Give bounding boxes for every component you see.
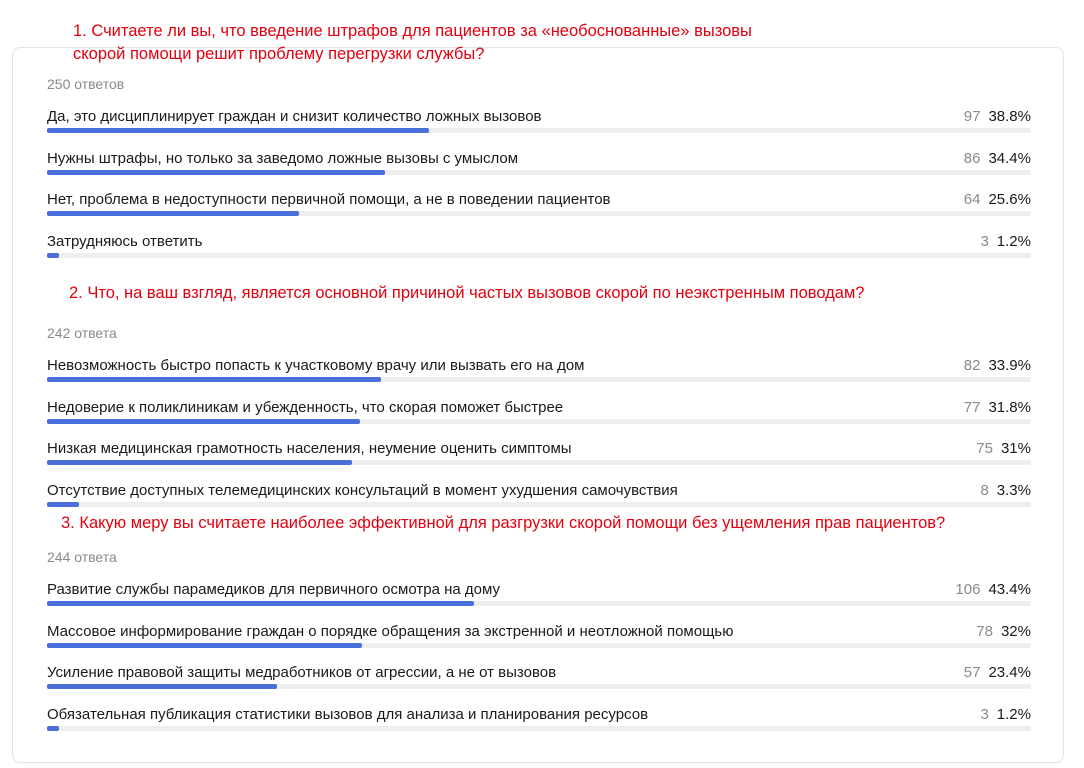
answer-percent: 23.4% [988, 664, 1031, 682]
answer-count: 8 [980, 481, 989, 499]
answer-stats [964, 108, 1031, 125]
answer-bar [47, 601, 474, 606]
answer-bar [47, 643, 362, 648]
answer-percent: 31% [1000, 440, 1031, 458]
answer-stats [964, 664, 1031, 681]
answer-count: 75 [976, 440, 993, 458]
answer-percent: 1.2% [996, 232, 1031, 250]
answer-stats [964, 357, 1031, 374]
answer-label: Отсутствие доступных телемедицинских консультаций в момент ухудшения самочувствия [47, 481, 678, 499]
answer-bar [47, 684, 277, 689]
answer-label: Усиление правовой защиты медработников от агрессии, а не от вызовов [47, 664, 557, 682]
answer-stats [964, 399, 1031, 416]
answer-row [47, 623, 1031, 653]
answer-bar-track [47, 170, 1031, 175]
answer-percent: 43.4% [988, 581, 1031, 598]
question-3-title [61, 512, 945, 535]
answer-stats [980, 482, 1031, 499]
answer-label: Да, это дисциплинирует граждан и снизит количество ложных вызовов [47, 108, 542, 125]
answer-label: Массовое информирование граждан о порядке обращения за экстренной и неотложной помощью [47, 622, 734, 640]
answer-count: 86 [963, 149, 981, 167]
answer-row [47, 191, 1031, 221]
answer-bar-track [47, 419, 1031, 424]
answer-bar-track [47, 460, 1031, 465]
answer-stats [964, 191, 1031, 208]
answer-stats [955, 581, 1031, 598]
answer-percent: 32% [1000, 622, 1031, 640]
answer-bar-track [47, 726, 1031, 731]
answer-row [47, 581, 1031, 611]
answer-stats [964, 150, 1031, 167]
answer-count: 57 [963, 664, 981, 682]
answer-bar [47, 170, 385, 175]
question-2-response-count: 242 ответа [47, 325, 117, 341]
answer-percent: 31.8% [988, 398, 1031, 416]
question-1-title-line-1: 1. Считаете ли вы, что введение штрафов для пациентов за «необоснованные» вызовы [73, 22, 752, 40]
answer-count: 97 [963, 108, 981, 125]
answer-label: Низкая медицинская грамотность населения, неумение оценить симптомы [47, 440, 572, 458]
question-1-response-count: 250 ответов [47, 76, 125, 92]
question-3-response-count: 244 ответа [47, 549, 117, 565]
question-1-title [73, 20, 752, 66]
answer-bar-track [47, 128, 1031, 133]
answer-row [47, 150, 1031, 180]
answer-count: 64 [963, 191, 981, 209]
answer-bar [47, 726, 59, 731]
answer-row [47, 706, 1031, 736]
answer-row [47, 440, 1031, 470]
answer-bar-track [47, 684, 1031, 689]
answer-count: 77 [963, 398, 981, 416]
answer-bar [47, 502, 79, 507]
answer-bar [47, 128, 429, 133]
answer-percent: 34.4% [988, 149, 1031, 167]
answer-bar [47, 377, 381, 382]
answer-label: Невозможность быстро попасть к участковому врачу или вызвать его на дом [47, 357, 585, 374]
answer-row [47, 108, 1031, 138]
answer-bar [47, 460, 352, 465]
answer-row [47, 399, 1031, 429]
answer-count: 3 [980, 232, 989, 250]
answer-stats [976, 623, 1031, 640]
answer-percent: 33.9% [988, 357, 1031, 374]
answer-bar-track [47, 601, 1031, 606]
answer-count: 3 [980, 705, 989, 723]
answer-label: Нет, проблема в недоступности первичной помощи, а не в поведении пациентов [47, 191, 611, 209]
answer-bar [47, 211, 299, 216]
answer-label: Развитие службы парамедиков для первичного осмотра на дому [47, 581, 500, 598]
answer-count: 82 [963, 357, 981, 374]
answer-count: 78 [976, 622, 993, 640]
answer-count: 106 [955, 581, 981, 598]
question-2-title [69, 282, 864, 305]
question-3-title-line-1: 3. Какую меру вы считаете наиболее эффективной для разгрузки скорой помощи без ущемления прав пациентов? [61, 514, 946, 532]
answer-row [47, 482, 1031, 512]
answer-percent: 38.8% [988, 108, 1031, 125]
answer-bar-track [47, 377, 1031, 382]
question-2-title-line-1: 2. Что, на ваш взгляд, является основной причиной частых вызовов скорой по неэкстренным поводам? [69, 284, 865, 302]
answer-label: Обязательная публикация статистики вызовов для анализа и планирования ресурсов [47, 705, 649, 723]
answer-percent: 25.6% [988, 191, 1031, 209]
answer-stats [980, 233, 1031, 250]
answer-bar-track [47, 211, 1031, 216]
answer-row [47, 664, 1031, 694]
answer-label: Затрудняюсь ответить [47, 232, 203, 250]
answer-bar-track [47, 643, 1031, 648]
answer-percent: 3.3% [996, 481, 1031, 499]
answer-bar [47, 253, 59, 258]
answer-bar [47, 419, 360, 424]
answer-bar-track [47, 502, 1031, 507]
answer-row [47, 233, 1031, 263]
answer-percent: 1.2% [996, 705, 1031, 723]
answer-stats [976, 440, 1031, 457]
question-1-title-line-2: скорой помощи решит проблему перегрузки службы? [73, 45, 485, 63]
answer-label: Нужны штрафы, но только за заведомо ложные вызовы с умыслом [47, 149, 519, 167]
answer-row [47, 357, 1031, 387]
answer-bar-track [47, 253, 1031, 258]
answer-label: Недоверие к поликлиникам и убежденность, что скорая поможет быстрее [47, 398, 564, 416]
answer-stats [980, 706, 1031, 723]
